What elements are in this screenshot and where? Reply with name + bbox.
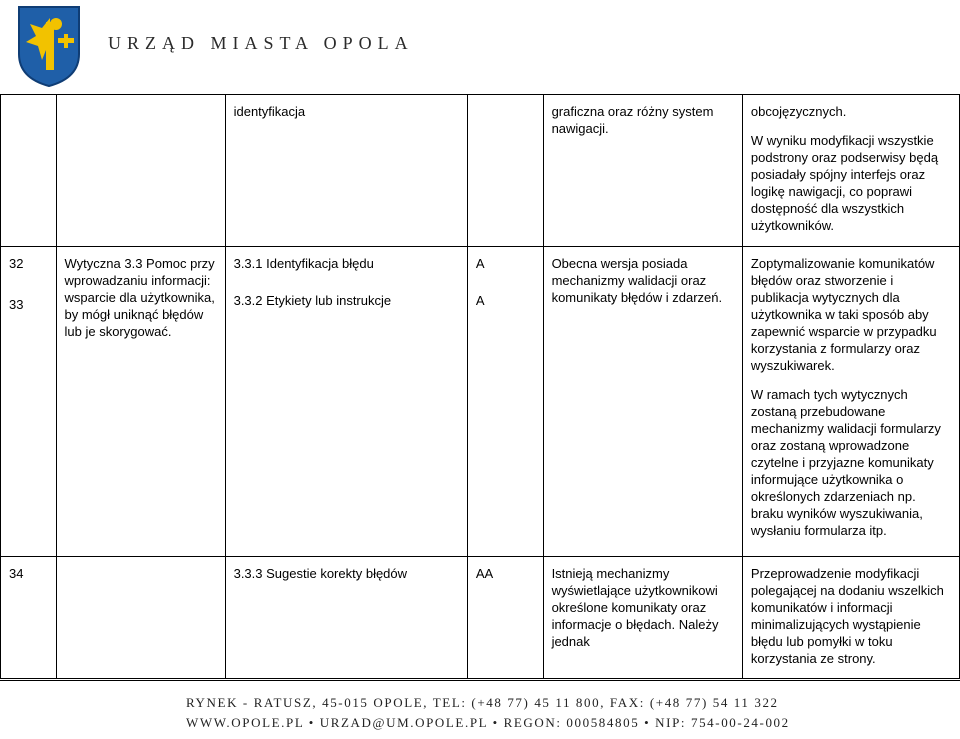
- level-cell: [467, 95, 543, 247]
- current-state-text: Istnieją mechanizmy wyświetlające użytkownikowi określone komunikaty oraz informacje o błędach. Należy jednak: [551, 566, 719, 649]
- row-number-text: 33: [9, 297, 24, 312]
- criterion-cell: [225, 557, 467, 679]
- criterion-cell: [225, 95, 467, 247]
- level-cell: [467, 557, 543, 679]
- guideline-text: Wytyczna 3.3 Pomoc przy wprowadzaniu informacji: wsparcie dla użytkownika, by mógł uniknąć błędów lub je skorygować.: [64, 256, 215, 339]
- row-number-text: 34: [9, 566, 24, 581]
- criterion-cell: [225, 247, 467, 557]
- row-number: [1, 95, 57, 247]
- criterion-text: identyfikacja: [233, 104, 306, 119]
- planned-actions-cell: [742, 557, 959, 679]
- table-row: [1, 95, 960, 247]
- accessibility-table: [0, 94, 960, 679]
- planned-text: obcojęzycznych.: [750, 104, 847, 119]
- row-number: [1, 557, 57, 679]
- planned-actions-cell: [742, 95, 959, 247]
- current-state-cell: [543, 247, 742, 557]
- criterion-text: 3.3.2 Etykiety lub instrukcje: [233, 293, 392, 308]
- planned-text: Przeprowadzenie modyfikacji polegającej na dodaniu wszelkich komunikatów i informacji minimalizujących wystąpienie błędu lub pomyłki w toku korzystania ze strony.: [750, 566, 944, 666]
- page-footer: [0, 680, 960, 739]
- planned-text: Zoptymalizowanie komunikatów błędów oraz stworzenie i publikacja wytycznych dla użytkownika w taki sposób aby zapewnić wsparcie w przypadku korzystania z formularzy oraz wyszukiwarek.: [750, 256, 937, 373]
- criterion-text: 3.3.1 Identyfikacja błędu: [233, 256, 374, 271]
- current-state-cell: [543, 95, 742, 247]
- page-header: [0, 0, 960, 92]
- footer-address: RYNEK - RATUSZ, 45-015 OPOLE, TEL: (+48 77) 45 11 800, FAX: (+48 77) 54 11 322: [186, 695, 779, 710]
- criterion-text: 3.3.3 Sugestie korekty błędów: [233, 566, 408, 581]
- planned-text: W ramach tych wytycznych zostaną przebudowane mechanizmy walidacji formularzy oraz zostaną wprowadzone czytelne i przyjazne komunikaty informujące użytkownika o określonych zdarzeniach np. braku wyników wyszukiwania, wysłaniu formularza itp.: [750, 387, 941, 538]
- row-number-text: 32: [9, 256, 24, 271]
- brand-name: URZĄD MIASTA OPOLA: [108, 33, 414, 53]
- current-state-cell: [543, 557, 742, 679]
- level-cell: [467, 247, 543, 557]
- table-row: [1, 247, 960, 557]
- planned-actions-cell: [742, 247, 959, 557]
- guideline-cell: [56, 557, 225, 679]
- level-text: AA: [475, 566, 494, 581]
- table-row: [1, 557, 960, 679]
- row-number: [1, 247, 57, 557]
- planned-text: W wyniku modyfikacji wszystkie podstrony oraz podserwisy będą posiadały spójny interfejs oraz logikę nawigacji, co poprawi dostępność dla wszystkich użytkowników.: [750, 133, 939, 233]
- current-state-text: graficzna oraz różny system nawigacji.: [551, 104, 714, 136]
- level-text: A: [475, 293, 485, 308]
- current-state-text: Obecna wersja posiada mechanizmy walidacji oraz komunikaty błędów i zdarzeń.: [551, 256, 723, 305]
- guideline-cell: [56, 247, 225, 557]
- city-crest-icon: [16, 4, 82, 88]
- footer-contact: WWW.OPOLE.PL • URZAD@UM.OPOLE.PL • REGON: 000584805 • NIP: 754-00-24-002: [186, 715, 790, 730]
- guideline-cell: [56, 95, 225, 247]
- level-text: A: [475, 256, 485, 271]
